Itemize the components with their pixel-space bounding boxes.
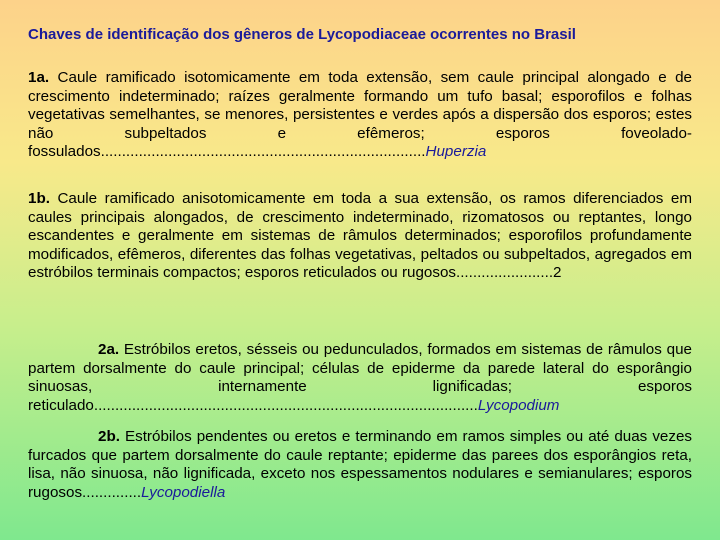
key-item-result: Huperzia [425,143,487,161]
key-item-result: Lycopodiella [141,483,226,501]
page-title: Chaves de identificação dos gêneros de Lycopodiaceae ocorrentes no Brasil [28,26,576,43]
key-item-2a [28,341,692,415]
key-item-number: 1a. [28,69,50,86]
key-item-2b [28,428,692,502]
key-item-1b [28,190,692,283]
key-item-number: 1b. [28,190,50,207]
key-item-text: Caule ramificado anisotomicamente em toda a sua extensão, os ramos diferenciados em caules principais alongados, de crescimento indeterminado, rizomatosos ou reptantes, longo escandentes e geralmente em sistemas de râmulos determinados; esporofilos profundamente modificados, efêmeros, diferentes das folhas vegetativas, peltados ou subpeltados, agregados em estróbilos terminais compactos; esporos reticulados ou rugosos....................... [28,190,692,282]
key-item-1a [28,69,692,162]
key-item-number: 2a. [98,341,120,358]
key-item-text: Estróbilos pendentes ou eretos e terminando em ramos simples ou até duas vezes furcados que partem dorsalmente do caule reptante; epiderme das parees dos esporângios reta, lisa, não sinuosa, não lignificada, exceto nos espessamentos nodulares e semianulares; esporos rugosos.............. [28,428,692,501]
key-item-text: Caule ramificado isotomicamente em toda extensão, sem caule principal alongado e de crescimento indeterminado; raízes geralmente formando um tufo basal; esporofilos e folhas vegetativas semelhantes, se menores, persistentes e verdes após a dispersão dos esporos; estes não subpeltados e efêmeros; esporos foveolado-fossulados............................................................................. [28,69,692,161]
key-item-result: 2 [553,264,562,282]
key-item-result: Lycopodium [477,396,560,414]
key-item-number: 2b. [98,428,120,445]
key-item-text: Estróbilos eretos, sésseis ou pedunculados, formados em sistemas de râmulos que partem dorsalmente do caule principal; células de epiderme da parede lateral do esporângio sinuosas, internamente lignificadas; esporos reticulado........................................................................................... [28,341,692,414]
